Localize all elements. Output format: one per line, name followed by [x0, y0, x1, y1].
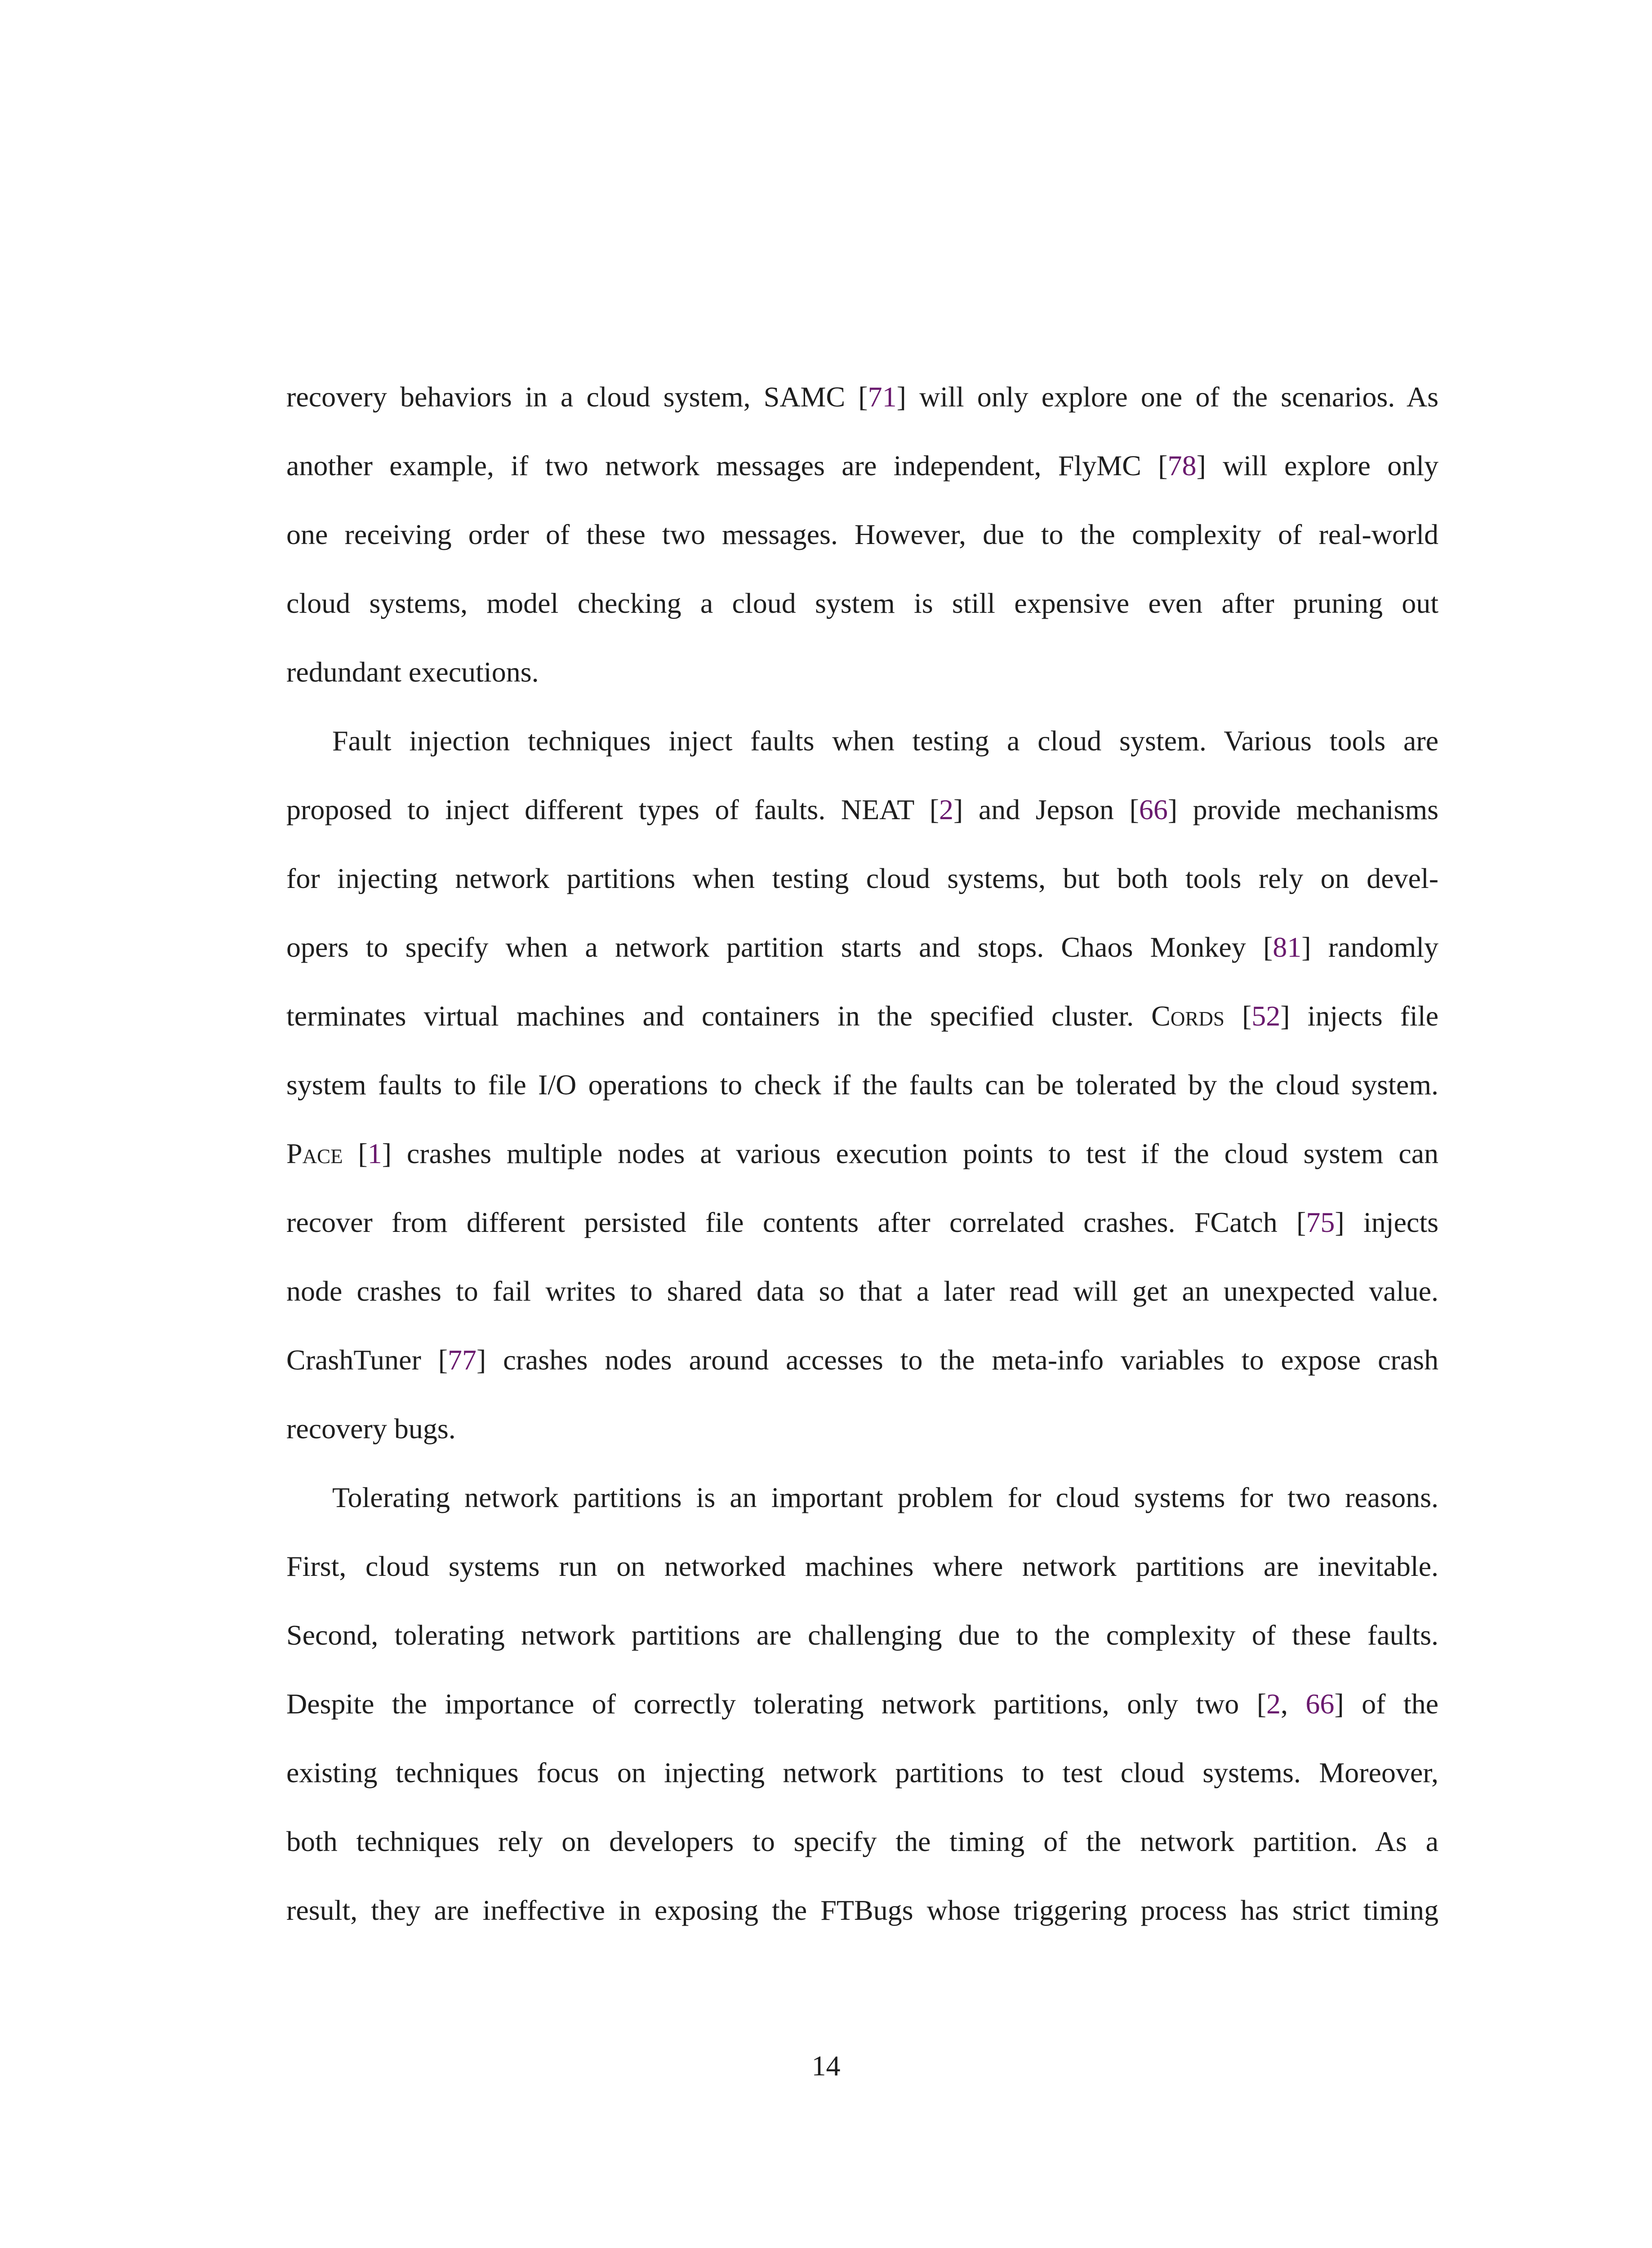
text-line: [286, 1532, 1438, 1601]
text-run: ] and Jepson [: [953, 794, 1139, 825]
text-run: existing techniques focus on injecting network partitions to test cloud systems. Moreover,: [286, 1757, 1438, 1789]
text-line: [286, 1738, 1438, 1807]
citation-link[interactable]: 52: [1251, 1000, 1281, 1032]
text-run: ] provide mechanisms: [1167, 794, 1439, 825]
small-caps-name: Pace: [286, 1137, 343, 1169]
text-run: Despite the importance of correctly tolerating network partitions, only two [: [286, 1688, 1267, 1720]
text-run: ] of the: [1334, 1688, 1439, 1720]
citation-link[interactable]: 1: [367, 1137, 382, 1169]
text-line: [286, 500, 1438, 569]
text-line: [286, 638, 1438, 706]
text-line: [286, 1188, 1438, 1257]
text-run: proposed to inject different types of faults. NEAT [: [286, 794, 940, 825]
text-run: recover from different persisted file contents after correlated crashes. FCatch [: [286, 1206, 1306, 1238]
text-run: [: [343, 1137, 368, 1169]
citation-link[interactable]: 81: [1273, 931, 1302, 963]
text-run: ] will explore only: [1196, 450, 1439, 482]
text-line: [286, 1050, 1438, 1119]
body-text: [286, 362, 1438, 1945]
text-line: [286, 1257, 1438, 1325]
text-line: [286, 775, 1438, 844]
text-run: recovery behaviors in a cloud system, SAMC [: [286, 381, 868, 413]
text-line: [286, 706, 1438, 775]
citation-link[interactable]: 71: [868, 381, 897, 413]
citation-link[interactable]: 66: [1139, 794, 1168, 825]
citation-link[interactable]: 77: [448, 1344, 477, 1376]
text-run: redundant executions.: [286, 656, 539, 688]
text-run: another example, if two network messages are independent, FlyMC [: [286, 450, 1168, 482]
text-run: Fault injection techniques inject faults when testing a cloud system. Various tools are: [332, 725, 1438, 757]
text-run: CrashTuner [: [286, 1344, 448, 1376]
text-run: ,: [1281, 1688, 1306, 1720]
text-run: one receiving order of these two messages. However, due to the complexity of real-world: [286, 518, 1438, 550]
text-line: [286, 1876, 1438, 1945]
citation-link[interactable]: 2: [1266, 1688, 1281, 1720]
text-run: ] will only explore one of the scenarios. As: [896, 381, 1439, 413]
text-line: [286, 362, 1438, 431]
text-run: First, cloud systems run on networked machines where network partitions are inevitable.: [286, 1550, 1438, 1582]
text-run: ] injects file: [1280, 1000, 1439, 1032]
citation-link[interactable]: 78: [1167, 450, 1197, 482]
text-line: [286, 1669, 1438, 1738]
text-run: [: [1224, 1000, 1252, 1032]
text-run: terminates virtual machines and containers in the specified cluster.: [286, 1000, 1152, 1032]
text-line: [286, 1394, 1438, 1463]
text-run: node crashes to fail writes to shared data so that a later read will get an unexpected value.: [286, 1275, 1438, 1307]
text-line: [286, 1325, 1438, 1394]
text-line: [286, 1119, 1438, 1188]
text-line: [286, 431, 1438, 500]
text-run: Tolerating network partitions is an important problem for cloud systems for two reasons.: [332, 1481, 1438, 1513]
page-number: 14: [811, 2050, 841, 2082]
text-run: Second, tolerating network partitions are challenging due to the complexity of these faults.: [286, 1619, 1438, 1651]
text-line: [286, 913, 1438, 981]
text-run: cloud systems, model checking a cloud system is still expensive even after pruning out: [286, 587, 1438, 619]
text-line: [286, 1807, 1438, 1876]
text-line: [286, 1463, 1438, 1532]
text-line: [286, 1601, 1438, 1669]
text-run: ] crashes nodes around accesses to the meta-info variables to expose crash: [476, 1344, 1439, 1376]
citation-link[interactable]: 75: [1306, 1206, 1335, 1238]
text-run: ] randomly: [1301, 931, 1439, 963]
text-run: recovery bugs.: [286, 1413, 456, 1445]
text-run: ] injects: [1335, 1206, 1439, 1238]
text-line: [286, 844, 1438, 913]
text-run: both techniques rely on developers to specify the timing of the network partition. As a: [286, 1825, 1438, 1857]
small-caps-name: Cords: [1151, 1000, 1225, 1032]
citation-link[interactable]: 66: [1305, 1688, 1335, 1720]
citation-link[interactable]: 2: [939, 794, 954, 825]
text-line: [286, 569, 1438, 638]
text-run: ] crashes multiple nodes at various execution points to test if the cloud system can: [382, 1137, 1439, 1169]
text-run: system faults to file I/O operations to check if the faults can be tolerated by the cloud system.: [286, 1069, 1438, 1101]
text-run: for injecting network partitions when testing cloud systems, but both tools rely on devel-: [286, 862, 1438, 894]
text-line: [286, 981, 1438, 1050]
text-run: result, they are ineffective in exposing the FTBugs whose triggering process has strict timing: [286, 1894, 1438, 1926]
text-run: opers to specify when a network partition starts and stops. Chaos Monkey [: [286, 931, 1273, 963]
